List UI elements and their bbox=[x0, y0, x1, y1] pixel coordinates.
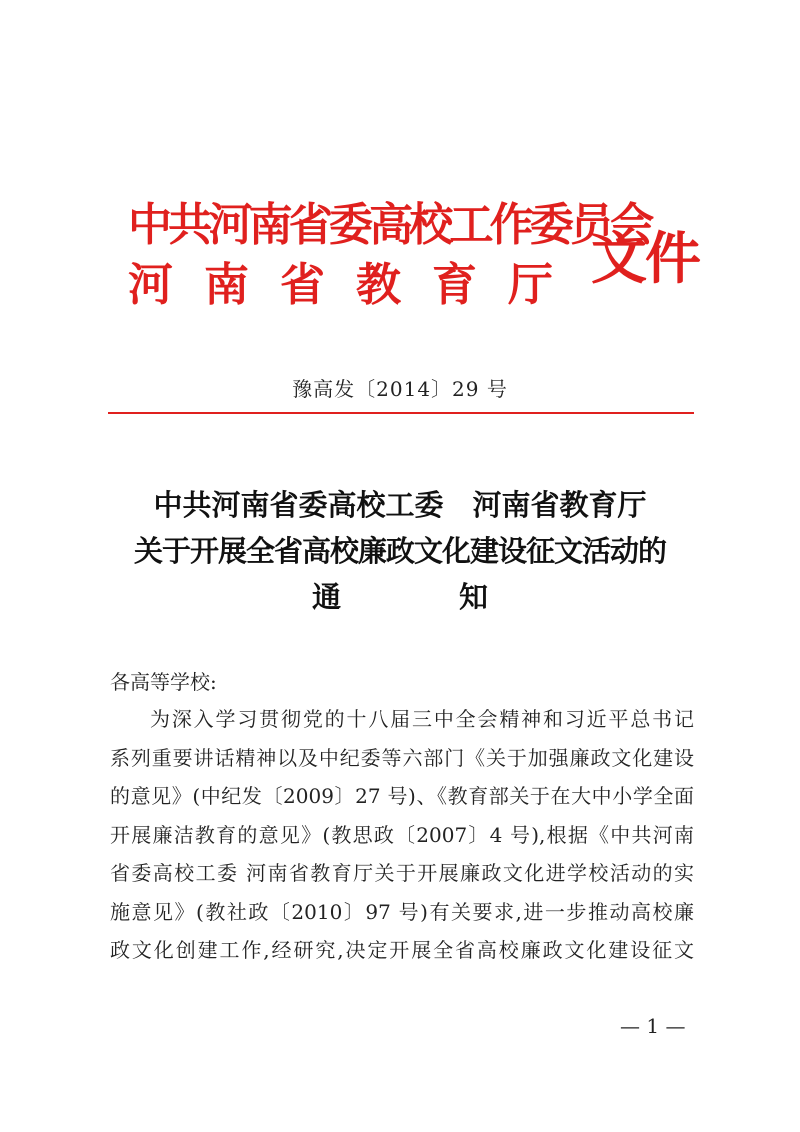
body-line: 系列重要讲话精神以及中纪委等六部门《关于加强廉政文化建设 bbox=[110, 745, 694, 770]
body-line: 开展廉洁教育的意见》(教思政〔2007〕4 号),根据《中共河南 bbox=[110, 822, 694, 847]
body-line: 政文化创建工作,经研究,决定开展全省高校廉政文化建设征文 bbox=[110, 938, 694, 962]
header-divider bbox=[108, 412, 694, 414]
document-label: 文件 bbox=[591, 226, 699, 292]
issuer-name-1: 中共河南省委高校工作委员会 bbox=[128, 198, 651, 251]
body-line: 为深入学习贯彻党的十八届三中全会精神和习近平总书记 bbox=[150, 707, 694, 731]
body-line: 的意见》(中纪发〔2009〕27 号)、《教育部关于在大中小学全面 bbox=[110, 784, 694, 808]
body-line: 省委高校工委 河南省教育厅关于开展廉政文化进学校活动的实 bbox=[110, 861, 694, 885]
document-number: 豫高发〔2014〕29 号 bbox=[292, 377, 508, 401]
salutation: 各高等学校: bbox=[110, 670, 217, 694]
document-header bbox=[128, 188, 699, 311]
document-title bbox=[0, 482, 800, 620]
page-number: — 1 — bbox=[620, 1014, 686, 1038]
body-line: 施意见》(教社政〔2010〕97 号)有关要求,进一步推动高校廉 bbox=[110, 899, 694, 924]
issuer-name-2: 河南省教育厅 bbox=[128, 258, 585, 311]
body-text bbox=[110, 700, 694, 970]
title-line-1: 中共河南省委高校工委 河南省教育厅 bbox=[153, 488, 647, 522]
title-line-2: 关于开展全省高校廉政文化建设征文活动的 bbox=[133, 534, 666, 568]
title-line-3: 通知 bbox=[311, 580, 606, 614]
